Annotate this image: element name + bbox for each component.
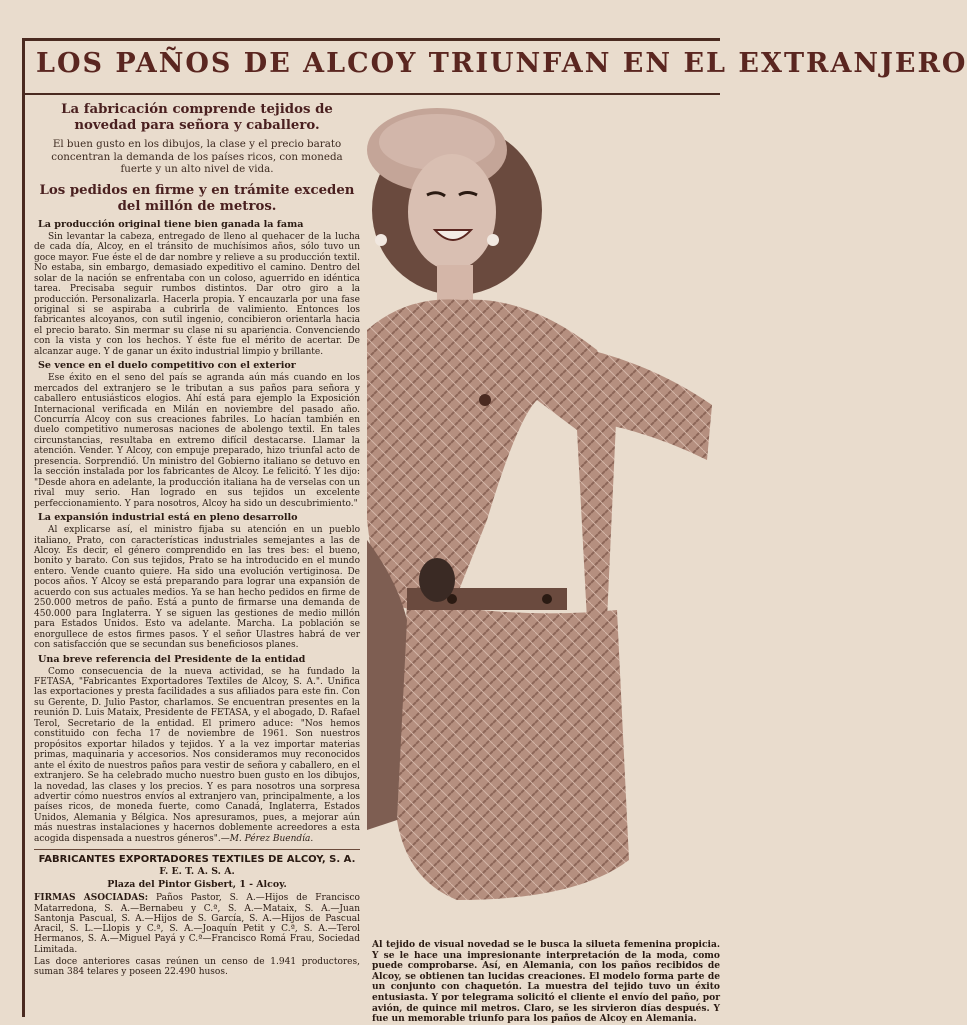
photo-caption: Al tejido de visual novedad se le busca la silueta femenina propicia. Y se le hace una impresionante interpretación de la moda, como puede comprobarse. Así, en Alemania, con los paños recibidos de Alcoy, se obtienen tan lucidas creaciones. El modelo forma parte de un conjunto con chaquetón. La muestra del tejido tuvo un éxito entusiasta. Y por telegrama solicitó el cliente el envío del paño, por avión, de quince mil metros. Claro, se les sirvieron días después. Y fue un memorable triunfo para los paños de Alcoy en Alemania. [372, 939, 720, 1025]
subheadline-1: La fabricación comprende tejidos de novedad para señora y caballero. [61, 102, 333, 133]
top-border-rule [22, 38, 720, 41]
section-body-competition: Ese éxito en el seno del país se agranda aún más cuando en los mercados del extranjero se le tributan a sus paños para señora y caballero entusiásticos elogios. Ahí está para ejemplo la Exposición Internacional verificada en Milán en noviembre del pasado año. Concurría Alcoy con sus creaciones fabriles. Lo hacían también en duelo competitivo numerosas naciones de abolengo textil. En tales circunstancias, resultaba en extremo difícil destacarse. Llamar la atención. Vender. Y Alcoy, con empuje preparado, hizo triunfal acto de presencia. Sorprendió. Un ministro del Gobierno italiano se detuvo en la sección instalada por los fabricantes de Alcoy. Le felicitó. Y les dijo: "Desde ahora en adelante, la producción italiana ha de verselas con un rival muy serio. Han logrado en sus tejidos un excelente perfeccionamiento. Y para nosotros, Alcoy ha sido un descubrimiento." [34, 373, 360, 509]
article-column [34, 100, 360, 1017]
section-body-expansion: Al explicarse así, el ministro fijaba su atención en un pueblo italiano, Prato, con características industriales semejantes a las de Alcoy. Es decir, el género comprendido en las tres bes: el bueno, bonito y barato. Con sus tejidos, Prato se ha introducido en el mundo entero. Vende cuanto quiere. Ha sido una evolución vertiginosa. De pocos años. Y Alcoy se está preparando para lograr una expansión de acuerdo con sus actuales medios. Ya se han hecho pedidos en firme de 250.000 metros de paño. Está a punto de firmarse una demanda de 450.000 para Inglaterra. Y se siguen las gestiones de medio millón para Estados Unidos. Esto va adelante. Marcha. La población se enorgullece de estos firmes pasos. Y el señor Ulastres habrá de ver con satisfacción que se secundan sus beneficiosos planes. [34, 525, 360, 651]
lead-paragraph: El buen gusto en los dibujos, la clase y el precio barato concentran la demanda de los países ricos, con moneda fuerte y un alto nivel de vida. [51, 138, 343, 176]
left-border-rule [22, 38, 25, 1017]
fashion-photo [367, 100, 720, 900]
members-label: FIRMAS ASOCIADAS: [34, 893, 149, 904]
headline-rule [22, 93, 720, 95]
author-signature: —M. Pérez Buendía. [220, 833, 314, 844]
section-heading-competition: Se vence en el duelo competitivo con el exterior [38, 360, 296, 372]
section-heading-fame: La producción original tiene bien ganada la fama [38, 218, 304, 230]
company-members [34, 893, 360, 955]
company-acronym: F. E. T. A. S. A. [159, 866, 235, 878]
section-body-president [34, 667, 360, 845]
model-illustration [367, 100, 720, 900]
company-closing: Las doce anteriores casas reúnen un censo de 1.941 productores, suman 384 telares y poseen 22.490 husos. [34, 957, 360, 978]
headline: LOS PAÑOS DE ALCOY TRIUNFAN EN EL EXTRANJERO [36, 48, 967, 79]
section-heading-president: Una breve referencia del Presidente de la entidad [38, 653, 306, 665]
section-body-fame: Sin levantar la cabeza, entregado de lleno al quehacer de la lucha de cada día, Alcoy, en el tránsito de muchísimos años, sólo tuvo un goce mayor. Fue éste el de dar nombre y relieve a su producción textil. No estaba, sin embargo, demasiado expeditivo el camino. Dentro del solar de la nación se enfrentaba con un coloso, aguerrido en idéntica tarea. Precisaba seguir rumbos distintos. Dar otro giro a la producción. Personalizarla. Hacerla propia. Y encauzarla por una fase original si se aspiraba a cubrirla de valimiento. Entonces los fabricantes alcoyanos, con sutil ingenio, concibieron orientarla hacia el precio barato. Sin mermar su clase ni su apariencia. Convenciendo con la vista y con los hechos. Y éste fue el mérito de acertar. De alcanzar auge. Y de ganar un éxito industrial limpio y brillante. [34, 231, 360, 357]
company-box [34, 849, 360, 977]
president-quote: Como consecuencia de la nueva actividad, se ha fundado la FETASA, "Fabricantes Exportadores Textiles de Alcoy, S. A.". Unifica las exportaciones y presta facilidades a sus afiliados para este fin. Con su Gerente, D. Julio Pastor, charlamos. Se encuentran presentes en la reunión D. Luis Mataix, Presidente de FETASA, y el abogado, D. Rafael Terol, Secretario de la entidad. El primero aduce: "Nos hemos constituido con fecha 17 de noviembre de 1961. Son nuestros propósitos exportar hilados y tejidos. Y a la vez importar materias primas, maquinaria y accesorios. Nos consideramos muy reconocidos ante el éxito de nuestros paños para vestir de señora y caballero, en el extranjero. Se ha celebrado mucho nuestro buen gusto en los dibujos, la novedad, las clases y los precios. Y es para nosotros una sorpresa advertir cómo nuestros envíos al extranjero van, principalmente, a los países ricos, de moneda fuerte, como Canadá, Inglaterra, Estados Unidos, Alemania y Bélgica. Nos apresuramos, pues, a mejorar aún más nuestras instalaciones y hacernos doblemente acreedores a esta acogida dispensada a nuestros géneros". [34, 666, 360, 844]
section-heading-expansion: La expansión industrial está en pleno desarrollo [38, 512, 298, 524]
company-address: Plaza del Pintor Gisbert, 1 - Alcoy. [107, 878, 287, 890]
company-name: FABRICANTES EXPORTADORES TEXTILES DE ALCOY, S. A. [38, 854, 356, 866]
subheadline-2: Los pedidos en firme y en trámite exceden del millón de metros. [39, 182, 355, 214]
members-list: Paños Pastor, S. A.—Hijos de Francisco Matarredona, S. A.—Bernabeu y C.ª, S. A.—Mataix, S. A.—Juan Santonja Pascual, S. A.—Hijos de S. García, S. A.—Hijos de Pascual Aracil, S. L.—Llopis y C.ª, S. A.—Joaquín Petit y C.ª, S. A.—Terol Hermanos, S. A.—Miguel Payá y C.ª—Francisco Romá Frau, Sociedad Limitada. [34, 893, 360, 955]
